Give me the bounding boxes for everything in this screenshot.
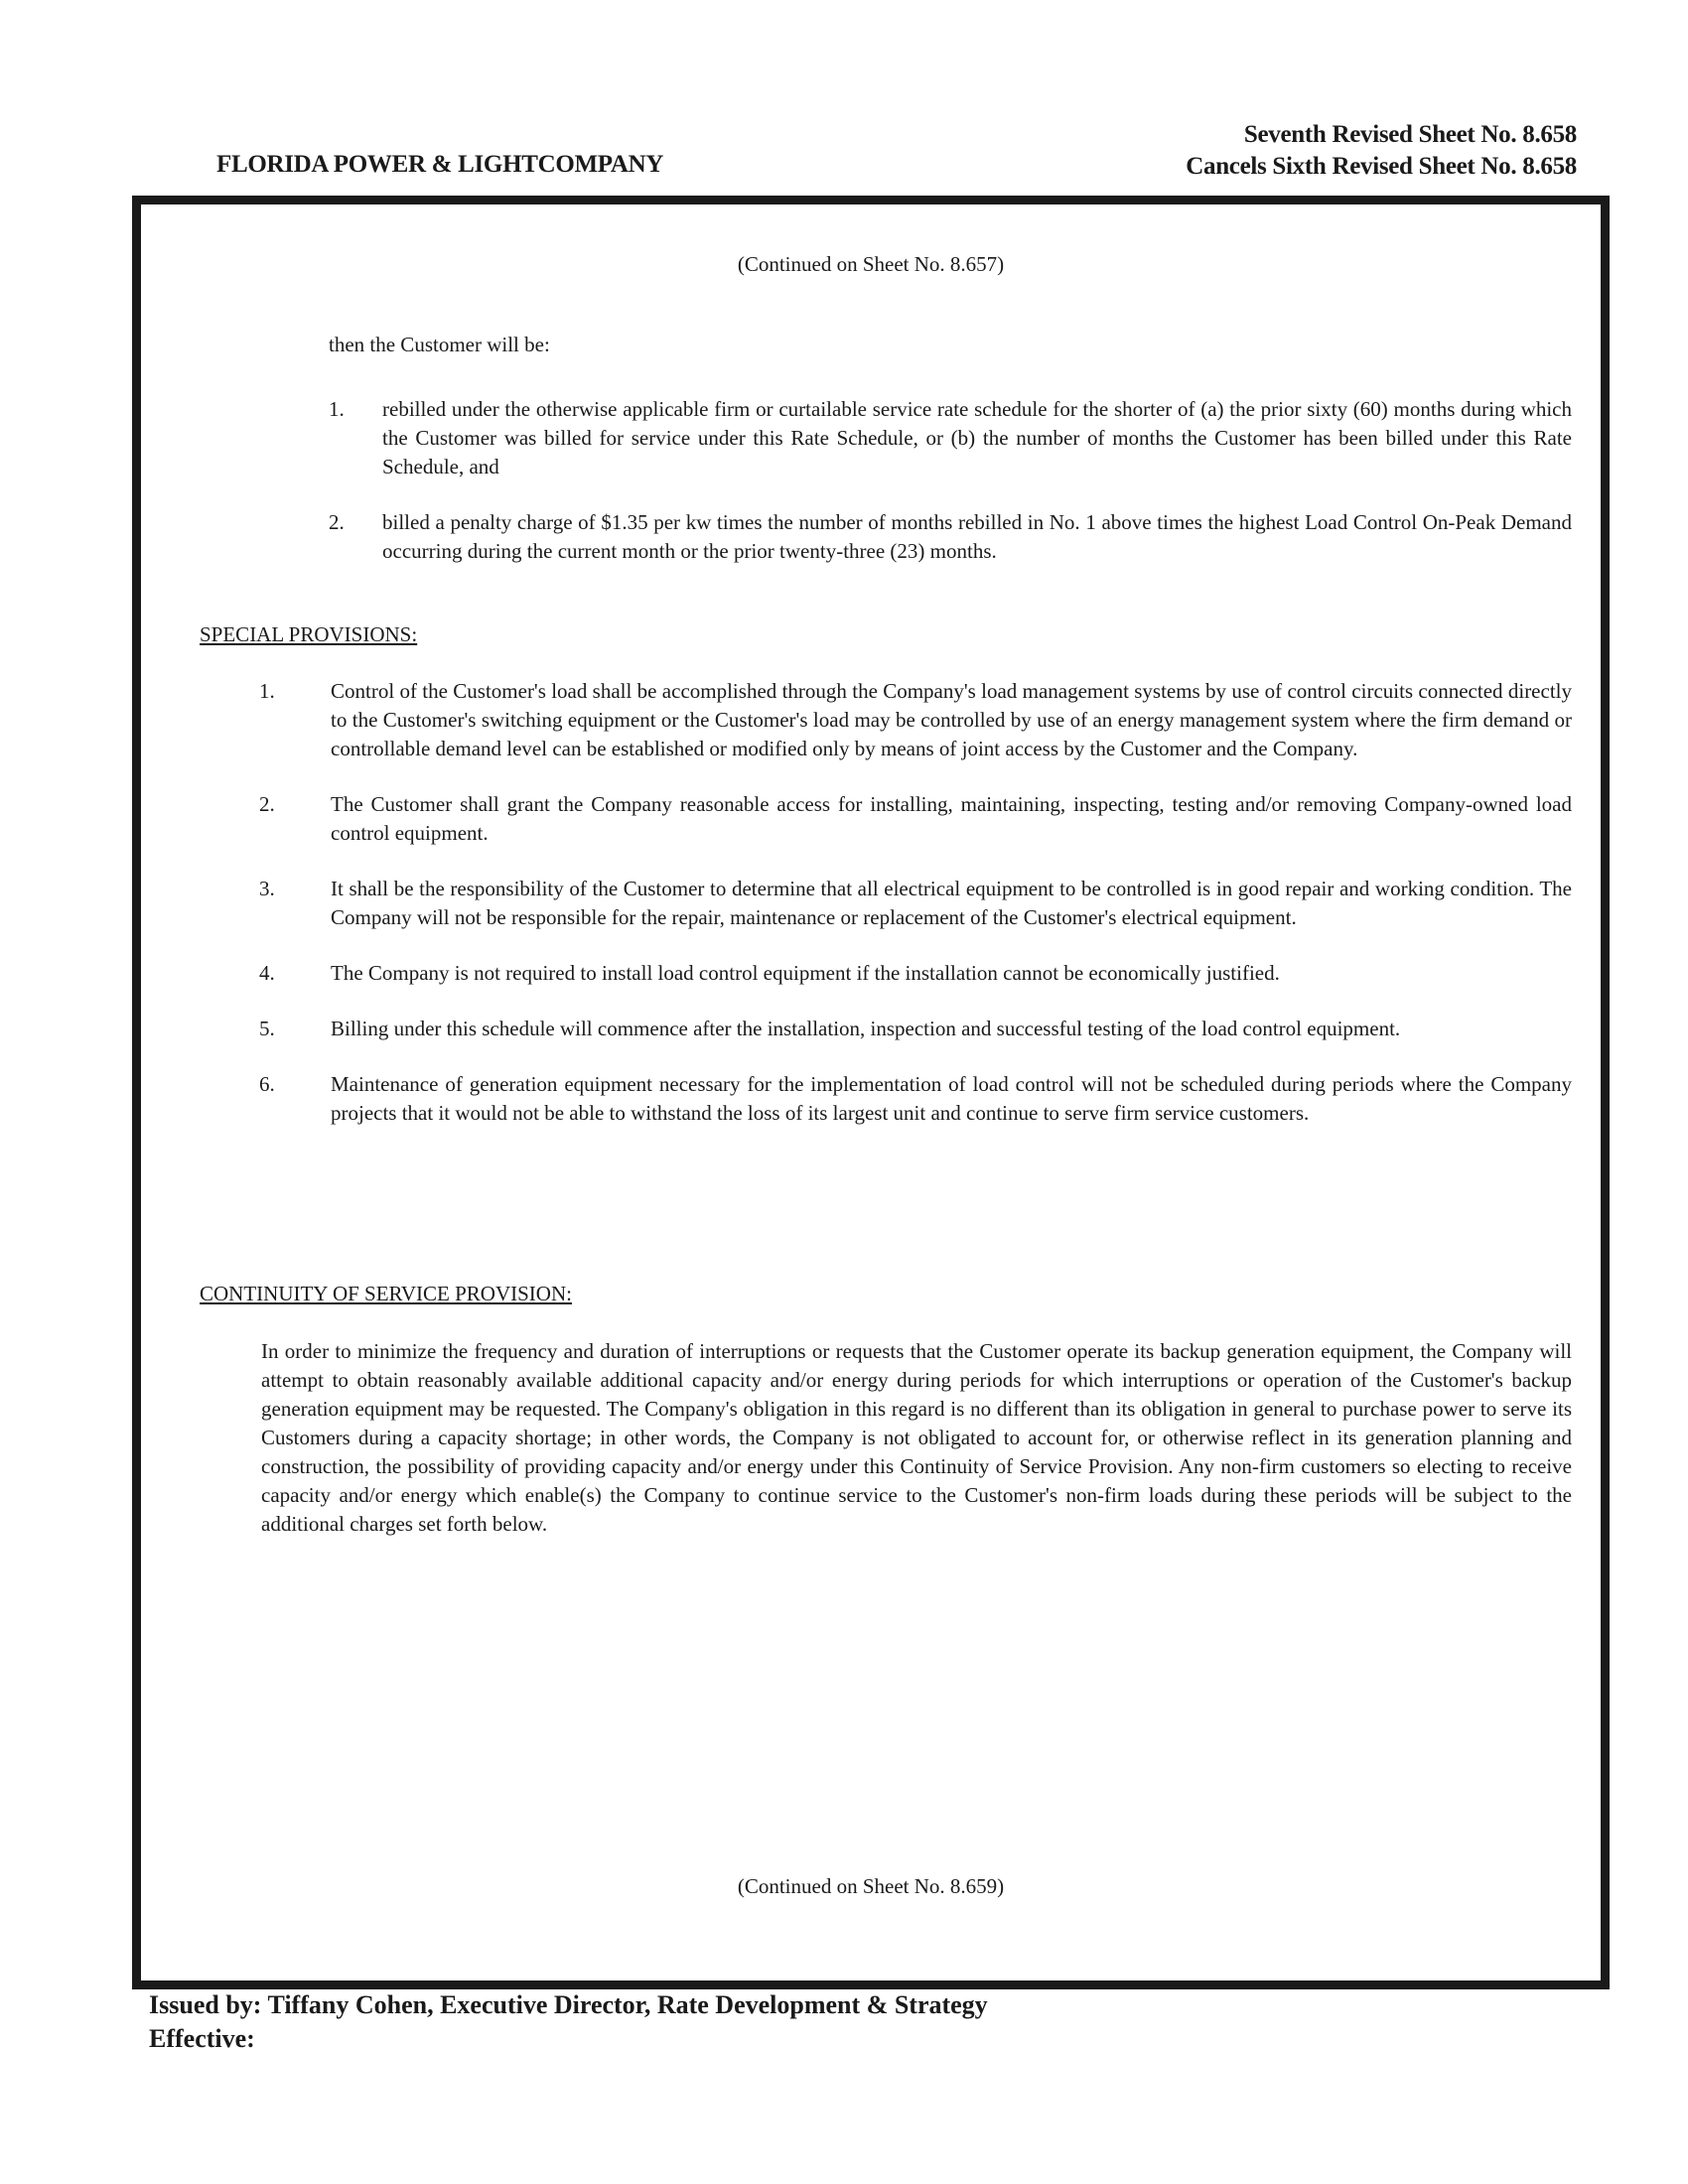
continuity-heading: CONTINUITY OF SERVICE PROVISION: [200, 1282, 572, 1305]
effective-date: Effective: [149, 2024, 255, 2053]
item-number: 2. [259, 792, 275, 816]
list-item [200, 790, 1572, 848]
item-number: 5. [259, 1017, 275, 1040]
list-item [200, 959, 1572, 988]
cancels-sheet: Cancels Sixth Revised Sheet No. 8.658 [1186, 153, 1577, 180]
item-text: The Customer shall grant the Company reasonable access for installing, maintaining, inspecting, testing and/or removing Company-owned load control equipment. [331, 792, 1572, 845]
footer [149, 1988, 988, 2056]
sheet-number: Seventh Revised Sheet No. 8.658 [1243, 121, 1577, 148]
item-number: 1. [259, 679, 275, 703]
continuity-paragraph: In order to minimize the frequency and duration of interruptions or requests that the Customer operate its backup generation equipment, the Company will attempt to obtain reasonably available additional capacity and/or energy during periods for which interruptions or operation of the Customer's backup generation equipment may be requested. The Company's obligation in this regard is no different than its obligation in general to purchase power to serve its Customers during a capacity shortage; in other words, the Company is not obligated to account for, or otherwise reflect in its generation planning and construction, the possibility of providing capacity and/or energy under this Continuity of Service Provision. Any non-firm customers so electing to receive capacity and/or energy which enable(s) the Company to continue service to the Customer's non-firm loads during these periods will be subject to the additional charges set forth below. [261, 1339, 1572, 1536]
item-text: billed a penalty charge of $1.35 per kw times the number of months rebilled in No. 1 above times the highest Load Control On-Peak Demand occurring during the current month or the prior twenty-three (23) months. [382, 510, 1572, 563]
item-number: 4. [259, 961, 275, 985]
issued-by: Issued by: Tiffany Cohen, Executive Director, Rate Development & Strategy [149, 1990, 988, 2019]
continued-on: (Continued on Sheet No. 8.659) [737, 1874, 1005, 1898]
list-item [200, 875, 1572, 932]
item-text: Maintenance of generation equipment necessary for the implementation of load control will not be scheduled during periods where the Company projects that it would not be able to withstand the loss of its largest unit and continue to serve firm service customers. [331, 1072, 1572, 1125]
list-item [329, 395, 1572, 481]
company-name: FLORIDA POWER & LIGHTCOMPANY [216, 151, 664, 178]
item-number: 1. [329, 397, 345, 421]
item-number: 6. [259, 1072, 275, 1096]
item-text: Billing under this schedule will commence after the installation, inspection and successful testing of the load control equipment. [331, 1017, 1401, 1040]
list-item [200, 1015, 1572, 1043]
item-number: 3. [259, 877, 275, 900]
item-text: It shall be the responsibility of the Customer to determine that all electrical equipment to be controlled is in good repair and working condition. The Company will not be responsible for the repair, maintenance or replacement of the Customer's electrical equipment. [331, 877, 1572, 929]
item-number: 2. [329, 510, 345, 534]
sheet-info [1186, 119, 1577, 183]
list-item [200, 677, 1572, 763]
item-text: Control of the Customer's load shall be accomplished through the Company's load management systems by use of control circuits connected directly to the Customer's switching equipment or the Customer's load may be controlled by use of an energy management system where the firm demand or controllable demand level can be established or modified only by means of joint access by the Customer and the Company. [331, 679, 1572, 760]
continued-from: (Continued on Sheet No. 8.657) [737, 252, 1005, 276]
list-item [329, 508, 1572, 566]
intro-text: then the Customer will be: [329, 333, 550, 356]
rebill-list [329, 395, 1572, 593]
item-text: The Company is not required to install load control equipment if the installation cannot be economically justified. [331, 961, 1280, 985]
special-provisions-list [200, 677, 1572, 1155]
special-provisions-heading: SPECIAL PROVISIONS: [200, 622, 418, 646]
document-frame [132, 196, 1610, 1989]
list-item [200, 1070, 1572, 1128]
item-text: rebilled under the otherwise applicable firm or curtailable service rate schedule for the shorter of (a) the prior sixty (60) months during which the Customer was billed for service under this Rate Schedule, or (b) the number of months the Customer has been billed under this Rate Schedule, and [382, 397, 1572, 478]
